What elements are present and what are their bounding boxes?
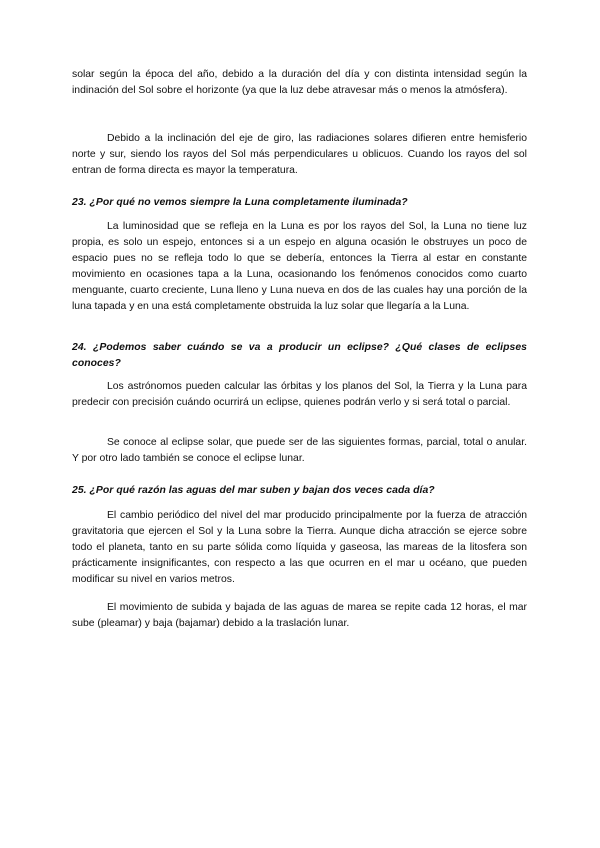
question-23-heading: 23. ¿Por qué no vemos siempre la Luna completamente iluminada? <box>72 197 408 208</box>
paragraph-astronomers-eclipse: Los astrónomos pueden calcular las órbitas y los planos del Sol, la Tierra y la Luna para predecir con precisión cuándo ocurrirá un eclipse, quienes podrán verlo y si será total o parcial. <box>72 381 527 408</box>
paragraph-eclipse-types: Se conoce al eclipse solar, que puede ser de las siguientes formas, parcial, total o anular. Y por otro lado también se conoce el eclipse lunar. <box>72 437 527 464</box>
paragraph-solar-intro: solar según la época del año, debido a la duración del día y con distinta intensidad según la indinación del Sol sobre el horizonte (ya que la luz debe atravesar más o menos la atmósfera). <box>72 69 527 96</box>
paragraph-axis-inclination: Debido a la inclinación del eje de giro, las radiaciones solares difieren entre hemisferio norte y sur, siendo los rayos del Sol más perpendiculares u oblicuos. Cuando los rayos del sol entran de forma directa es mayor la temperatura. <box>72 133 527 176</box>
question-24-heading: 24. ¿Podemos saber cuándo se va a producir un eclipse? ¿Qué clases de eclipses conoces? <box>72 342 527 369</box>
paragraph-tides-cause: El cambio periódico del nivel del mar producido principalmente por la fuerza de atracción gravitatoria que ejercen el Sol y la Luna sobre la Tierra. Aunque dicha atracción se ejerce sobre todo el planeta, tanto en su parte sólida como líquida y gaseosa, las mareas de la litosfera son prácticamente insignificantes, con respecto a las que ocurren en el mar u océano, que pueden modificar su nivel en varios metros. <box>72 510 527 585</box>
question-25-heading: 25. ¿Por qué razón las aguas del mar suben y bajan dos veces cada día? <box>72 485 435 496</box>
paragraph-moon-luminosity: La luminosidad que se refleja en la Luna es por los rayos del Sol, la Luna no tiene luz propia, es solo un espejo, entonces si a un espejo en alguna ocasión le obstruyes un poco de espacio pues no se refleja todo lo que se debería, entonces la Tierra al estar en constante movimiento en ocasiones tapa a la Luna, ocasionando los fenómenos conocidos como cuarto menguante, cuarto creciente, Luna lleno y Luna nueva en dos de las cuales hay una porción de la luna tapada y en una está completamente obstruida la luz solar que llegaría a la Luna. <box>72 221 527 312</box>
paragraph-tides-cycle: El movimiento de subida y bajada de las aguas de marea se repite cada 12 horas, el mar sube (pleamar) y baja (bajamar) debido a la traslación lunar. <box>72 602 527 629</box>
